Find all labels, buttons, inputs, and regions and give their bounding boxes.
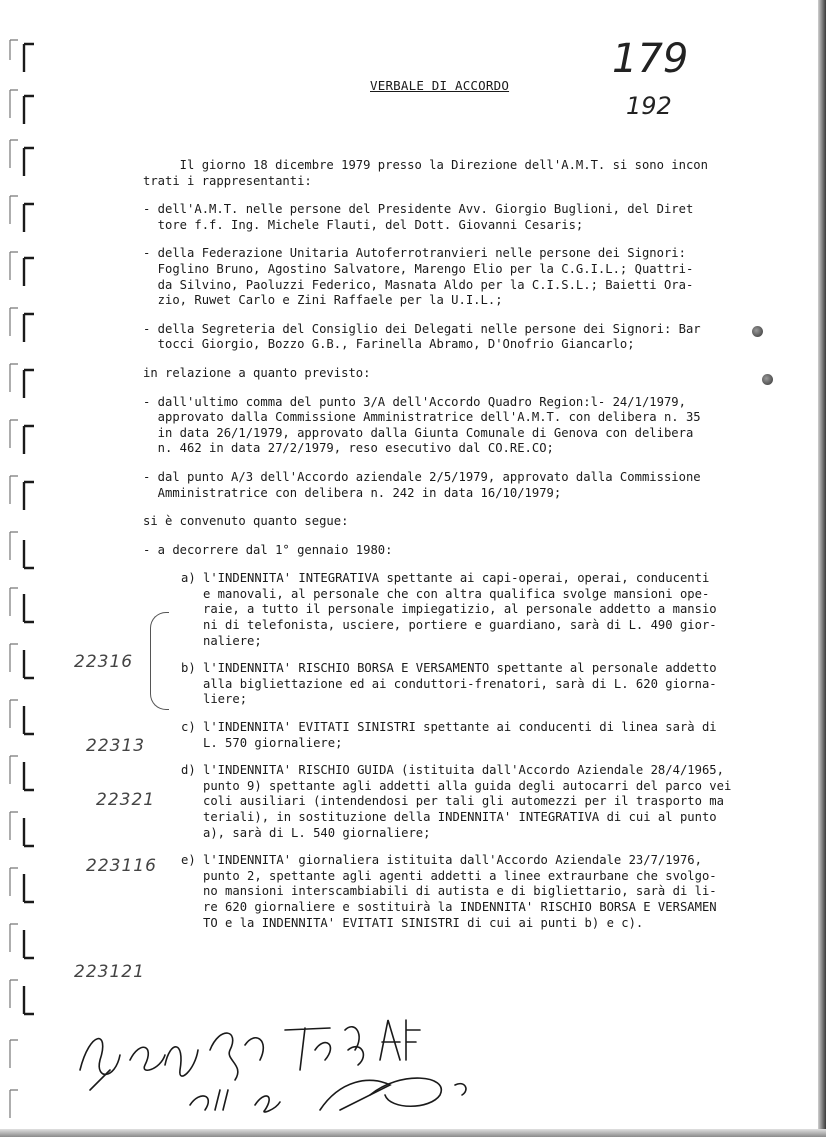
allowance-item-b: b) l'INDENNITA' RISCHIO BORSA E VERSAMENTO spettante al personale addetto alla bigliettazione ed ai conduttori-frenatori, sarà di L. 620 giorna- liere; — [181, 661, 717, 707]
allowance-item-d: d) l'INDENNITA' RISCHIO GUIDA (istituita dall'Accordo Aziendale 28/4/1965, punto 9) spettante agli addetti alla guida degli autocarri del parco vei coli ausiliari (intendendosi per tali gli automezzi per il trasporto ma teriali), in sostituzione della INDENNITA' INTEGRATIVA di cui al punto a), sarà di L. 540 giornaliere; — [181, 763, 732, 840]
allowance-item-a: a) l'INDENNITA' INTEGRATIVA spettante ai capi-operai, operai, conducenti e manovali, al personale che con altra qualifica svolge mansioni ope- raie, a tutto il personale impiegatizio, al personale addetto a mansio ni di telefonista, usciere, portiere e guardiano, sarà di L. 490 gior- naliere; — [181, 571, 717, 648]
margin-note-e: 223121 — [74, 962, 145, 982]
margin-note-d: 223116 — [86, 856, 157, 876]
handwritten-page-number-secondary: 192 — [626, 92, 672, 120]
company-agreement-clause: - dal punto A/3 dell'Accordo aziendale 2/5/1979, approvato dalla Commissione Amministratrice con delibera n. 242 in data 16/10/1979; — [143, 469, 701, 500]
margin-note-b: 22313 — [86, 736, 146, 756]
effective-date-clause: - a decorrere dal 1° gennaio 1980: — [143, 542, 393, 557]
intro-paragraph: Il giorno 18 dicembre 1979 presso la Direzione dell'A.M.T. si sono incon trati i rappresentanti: — [143, 158, 708, 188]
allowance-item-e: e) l'INDENNITA' giornaliera istituita dall'Accordo Aziendale 23/7/1976, punto 2, spettante agli agenti addetti a linee extraurbane che svolgo- no mansioni interscambiabili di autista e di bigliettario, sarà di li- re 620 giornaliere e sostituirà la INDENNITA' RISCHIO BORSA E VERSAMEN TO e la INDENNITA' EVITATI SINISTRI di cui ai punti b) e c). — [181, 853, 717, 930]
page-bottom-edge — [0, 1129, 826, 1137]
page-title: VERBALE DI ACCORDO — [370, 78, 510, 93]
punch-hole-dot — [752, 326, 763, 337]
document-body — [143, 158, 773, 943]
relation-heading: in relazione a quanto previsto: — [143, 365, 371, 380]
federation-representatives: - della Federazione Unitaria Autoferrotranvieri nelle persone dei Signori: Foglino Bruno, Agostino Salvatore, Marengo Elio per la C.G.I.L.; Quattri- da Silvino, Paoluzzi Federico, Masnata Aldo per la C.I.S.L.; Baietti Ora- zio, Ruwet Carlo e Zini Raffaele per la U.I.L.; — [143, 246, 694, 308]
margin-note-c: 22321 — [96, 790, 156, 810]
binding-marks — [0, 0, 40, 1137]
page-edge-shadow — [818, 0, 826, 1137]
punch-hole-dot — [762, 374, 773, 385]
handwritten-page-number: 179 — [612, 36, 689, 82]
regional-agreement-clause: - dall'ultimo comma del punto 3/A dell'Accordo Quadro Region:l- 24/1/1979, approvato dalla Commissione Amministratrice dell'A.M.T. con delibera n. 35 in data 26/1/1979, approvato dalla Giunta Comunale di Genova con delibera n. 462 in data 27/2/1979, reso esecutivo dal CO.RE.CO; — [143, 394, 701, 456]
agreed-heading: si è convenuto quanto segue: — [143, 514, 349, 529]
pencil-bracket — [150, 612, 169, 710]
handwritten-signatures — [70, 1010, 490, 1120]
amt-representatives: - dell'A.M.T. nelle persone del Presidente Avv. Giorgio Buglioni, del Diret tore f.f. Ing. Michele Flauti, del Dott. Giovanni Cesaris; — [143, 202, 694, 232]
allowance-item-c: c) l'INDENNITA' EVITATI SINISTRI spettante ai conducenti di linea sarà di L. 570 giornaliere; — [181, 720, 717, 750]
delegates-representatives: - della Segreteria del Consiglio dei Delegati nelle persone dei Signori: Bar tocci Giorgio, Bozzo G.B., Farinella Abramo, D'Onofrio Giancarlo; — [143, 321, 701, 352]
margin-note-a: 22316 — [74, 652, 134, 672]
